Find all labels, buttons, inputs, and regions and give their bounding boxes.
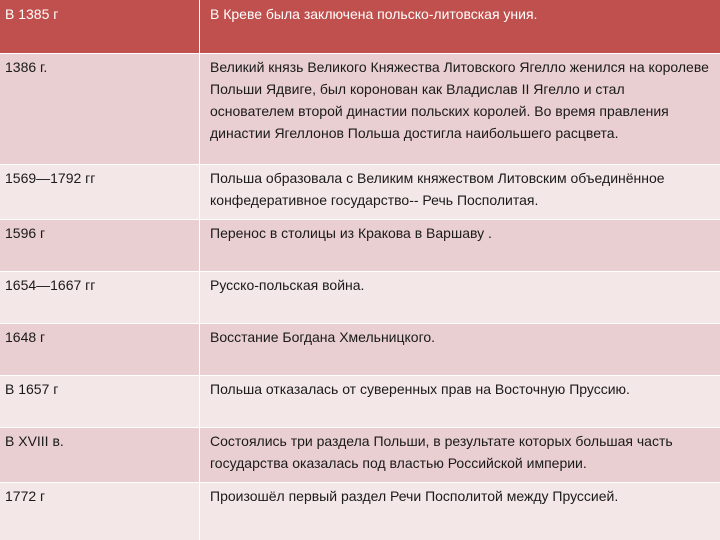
event-cell: Польша образовала с Великим княжеством Литовским объединённое конфедеративное государство-- Речь Посполитая. xyxy=(210,170,665,208)
date-cell: В 1385 г xyxy=(0,0,200,53)
table-row xyxy=(0,376,720,428)
table-row xyxy=(0,220,720,272)
table-row xyxy=(0,483,720,540)
table-row xyxy=(0,428,720,483)
date-cell: В XVIII в. xyxy=(0,428,200,482)
event-cell: В Креве была заключена польско-литовская уния. xyxy=(210,6,538,22)
event-cell: Восстание Богдана Хмельницкого. xyxy=(210,329,436,345)
date-cell: 1772 г xyxy=(0,483,200,540)
table-row xyxy=(0,272,720,324)
table-row xyxy=(0,54,720,165)
event-cell: Великий князь Великого Княжества Литовского Ягелло женился на королеве Польши Ядвиге, был коронован как Владислав II Ягелло и стал основателем второй династии польских королей. Во время правления династии Ягеллонов Польша достигла наибольшего расцвета. xyxy=(210,59,709,141)
date-cell: 1569—1792 гг xyxy=(0,165,200,219)
date-cell: 1654—1667 гг xyxy=(0,272,200,323)
date-cell: В 1657 г xyxy=(0,376,200,427)
date-cell: 1386 г. xyxy=(0,54,200,164)
event-cell: Перенос в столицы из Кракова в Варшаву . xyxy=(210,225,492,241)
event-cell: Польша отказалась от суверенных прав на Восточную Пруссию. xyxy=(210,381,630,397)
date-cell: 1596 г xyxy=(0,220,200,271)
event-cell: Состоялись три раздела Польши, в результате которых большая часть государства оказалась под властью Российской империи. xyxy=(210,433,673,471)
table-row-header xyxy=(0,0,720,54)
date-cell: 1648 г xyxy=(0,324,200,375)
table-row xyxy=(0,324,720,376)
event-cell: Произошёл первый раздел Речи Посполитой между Пруссией. xyxy=(210,488,619,504)
table-row xyxy=(0,165,720,220)
event-cell: Русско-польская война. xyxy=(210,277,365,293)
